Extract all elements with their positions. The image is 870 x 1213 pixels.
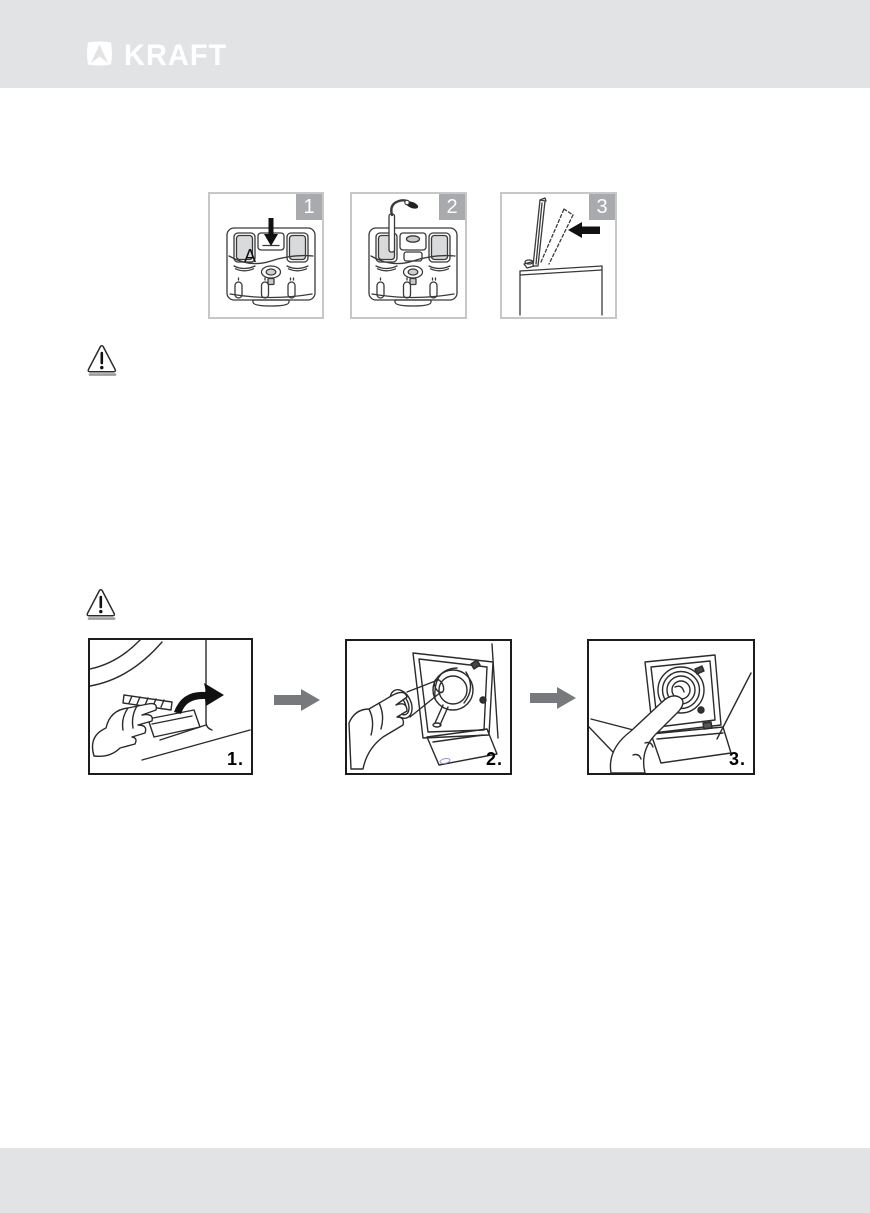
water-tap-icon: [389, 200, 419, 252]
step-panel-2: [345, 639, 512, 775]
figure-panel-lid-open: [500, 192, 617, 319]
next-step-arrow-icon: [274, 689, 320, 716]
detergent-drawer-water-tap-icon: [352, 194, 465, 317]
next-step-arrow-icon: [530, 687, 576, 714]
panel-badge-2: 2: [437, 194, 465, 222]
down-arrow-icon: [264, 218, 278, 246]
warning-triangle-icon: [84, 587, 118, 623]
step-label-2: 2.: [485, 749, 503, 769]
left-arrow-icon: [568, 222, 600, 238]
step-label-3: 3.: [728, 749, 746, 769]
panel-badge-3: 3: [587, 194, 615, 222]
kraft-logo-text: KRAFT: [124, 39, 228, 72]
compartment-a-label: A: [244, 246, 257, 266]
kraft-logo-icon: [84, 40, 115, 72]
detergent-drawer-fill-arrow-icon: [210, 194, 322, 317]
figure-panel-drawer-tap: [350, 192, 467, 319]
figure-panel-drawer-arrow: [208, 192, 324, 319]
step-panel-1: [88, 638, 253, 775]
footer-band: [0, 1148, 870, 1213]
kraft-logo: [84, 40, 227, 72]
step-panel-3: [587, 639, 755, 775]
header-band: [0, 0, 870, 88]
washer-lid-open-arrow-icon: [502, 194, 615, 317]
rotate-arrow-icon: [174, 683, 224, 714]
panel-badge-1: 1: [294, 194, 322, 222]
warning-triangle-icon: [85, 343, 119, 379]
step-label-1: 1.: [226, 749, 244, 769]
